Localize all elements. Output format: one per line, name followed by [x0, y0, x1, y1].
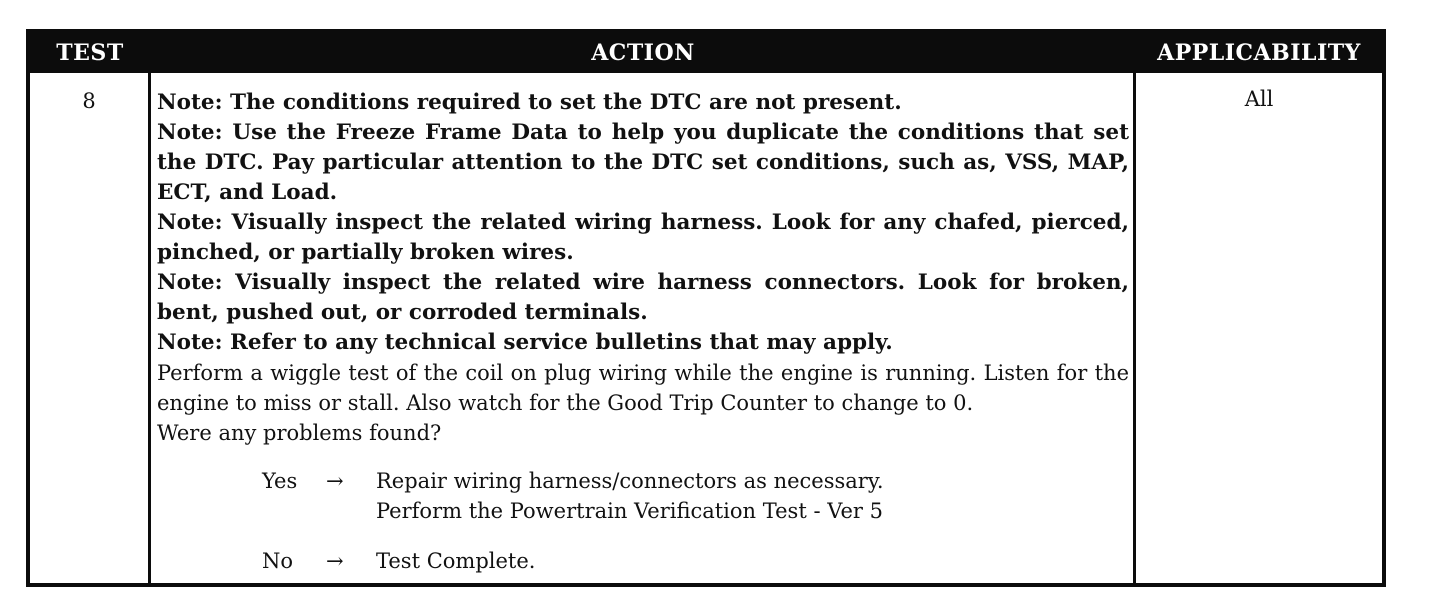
- table-header: [30, 33, 1382, 73]
- yes-action-line-1: Repair wiring harness/connectors as necessary.: [376, 469, 884, 493]
- arrow-icon: →: [326, 549, 344, 573]
- diagnostic-table: [26, 29, 1386, 587]
- instruction-text: Perform a wiggle test of the coil on plug wiring while the engine is running. Listen for the engine to miss or stall. Also watch for the Good Trip Counter to change to 0.: [157, 361, 1129, 415]
- arrow-icon: →: [326, 469, 344, 493]
- note-2: Note: Use the Freeze Frame Data to help you duplicate the conditions that set the DTC. Pay particular attention to the DTC set conditions, such as, VSS, MAP, ECT, and Load.: [157, 120, 1129, 205]
- no-action-line-1: Test Complete.: [376, 549, 536, 573]
- header-test: TEST: [56, 40, 124, 66]
- test-number: 8: [82, 89, 96, 113]
- action-cell: [157, 88, 1129, 448]
- column-divider: [1133, 73, 1136, 583]
- question-text: Were any problems found?: [157, 421, 442, 445]
- applicability-value: All: [1244, 87, 1274, 111]
- header-applicability: APPLICABILITY: [1157, 40, 1361, 66]
- yes-action-line-2: Perform the Powertrain Verification Test - Ver 5: [376, 499, 883, 523]
- note-4: Note: Visually inspect the related wire harness connectors. Look for broken, bent, pushed out, or corroded terminals.: [157, 270, 1129, 325]
- no-label: No: [262, 549, 294, 573]
- column-divider: [148, 73, 151, 583]
- note-3: Note: Visually inspect the related wiring harness. Look for any chafed, pierced, pinched, or partially broken wires.: [157, 210, 1129, 265]
- note-5: Note: Refer to any technical service bulletins that may apply.: [157, 330, 893, 355]
- header-action: ACTION: [591, 40, 695, 66]
- yes-label: Yes: [262, 469, 298, 493]
- note-1: Note: The conditions required to set the DTC are not present.: [157, 90, 902, 115]
